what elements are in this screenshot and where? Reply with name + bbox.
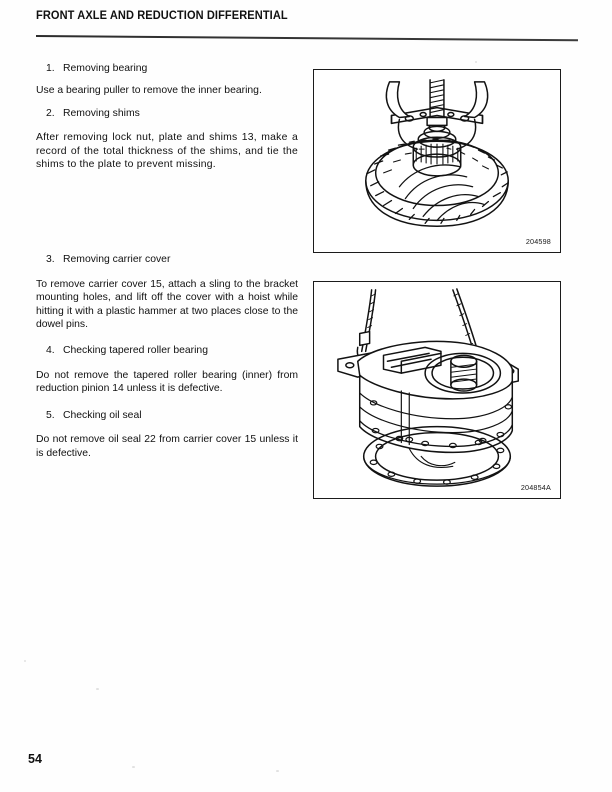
scan-speck <box>276 770 279 772</box>
step-2-number: 2. <box>46 107 55 119</box>
step-5-heading <box>46 409 298 422</box>
figure-2-caption: 204854A <box>520 483 551 492</box>
step-4-number: 4. <box>46 345 55 357</box>
page-number: 54 <box>28 752 42 766</box>
step-3-title: Removing carrier cover <box>63 254 171 266</box>
carrier-cover-sling-illustration <box>314 282 560 498</box>
step-2-heading <box>46 107 298 120</box>
scan-speck <box>96 688 99 690</box>
step-1-heading <box>46 62 298 75</box>
page-header-title: FRONT AXLE AND REDUCTION DIFFERENTIAL <box>36 10 288 22</box>
step-5-body: Do not remove oil seal 22 from carrier cover 15 unless it is defective. <box>36 434 298 459</box>
step-1-title: Removing bearing <box>63 63 148 74</box>
scan-speck <box>475 61 477 63</box>
step-1-number: 1. <box>46 63 55 74</box>
figure-2 <box>313 281 561 499</box>
scan-speck <box>24 660 26 662</box>
step-1-body: Use a bearing puller to remove the inner bearing. <box>36 85 262 97</box>
step-3-heading <box>46 253 298 266</box>
instruction-column <box>36 62 298 460</box>
step-3-number: 3. <box>46 254 55 266</box>
step-4-body: Do not remove the tapered roller bearing (inner) from reduction pinion 14 unless it is defective. <box>36 369 298 395</box>
step-4-heading <box>46 344 298 357</box>
step-5-title: Checking oil seal <box>63 409 142 421</box>
bearing-puller-illustration <box>314 70 560 252</box>
step-3-body: To remove carrier cover 15, attach a sling to the bracket mounting holes, and lift off the cover with a hoist while hitting it with a plastic hammer at two places close to the dowel pins. <box>36 278 298 331</box>
scan-speck <box>132 766 135 768</box>
step-4-title: Checking tapered roller bearing <box>63 345 208 357</box>
step-2-body: After removing lock nut, plate and shims 13, make a record of the total thickness of the shims, and tie the shims to the plate to prevent missing. <box>36 132 298 171</box>
figure-1 <box>313 69 561 253</box>
step-2-title: Removing shims <box>63 107 140 119</box>
figure-1-caption: 204598 <box>525 237 551 246</box>
step-5-number: 5. <box>46 409 55 421</box>
header-divider <box>36 35 578 41</box>
